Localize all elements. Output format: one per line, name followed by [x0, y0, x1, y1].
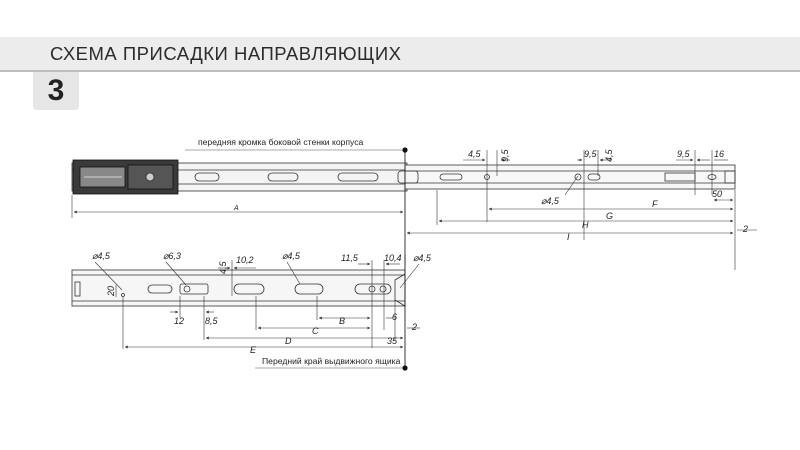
bottom-dim-E: E	[250, 345, 257, 355]
top-dim-9-5: 9,5	[584, 149, 597, 159]
bottom-dim-10-4: 10,4	[384, 253, 402, 263]
bottom-dim-2: 2	[412, 322, 418, 332]
bottom-dim-dia-4-5-right: ⌀4,5	[413, 253, 431, 263]
top-dim-F: F	[652, 199, 658, 209]
bottom-dim-D: D	[285, 336, 292, 346]
bottom-dim-dia-4-5-left: ⌀4,5	[92, 251, 110, 261]
bottom-dim-35: 35	[387, 336, 398, 346]
top-dim-9-5-vertical: 9,5	[500, 149, 510, 162]
top-dim-H: H	[582, 220, 589, 230]
bottom-dim-20: 20	[106, 285, 116, 296]
drawer-front-edge-marker	[402, 365, 407, 370]
top-dim-I: I	[567, 232, 570, 242]
bottom-dim-12: 12	[174, 316, 185, 326]
bottom-dim-C: C	[312, 326, 319, 336]
page-title: СХЕМА ПРИСАДКИ НАПРАВЛЯЮЩИХ	[50, 43, 402, 64]
bottom-rail-drawing	[72, 270, 405, 306]
bottom-dim-4-5-vertical: 4,5	[218, 261, 228, 274]
bottom-dim-8-5: 8,5	[205, 316, 218, 326]
cabinet-front-edge-note: передняя кромка боковой стенки корпуса	[198, 137, 364, 147]
top-dim-4-5: 4,5	[468, 149, 481, 159]
dim-A-label: A	[234, 205, 239, 212]
top-dim-hole-dia: ⌀4,5	[541, 196, 559, 206]
bottom-dim-B: B	[339, 316, 346, 326]
top-dim-2: 2	[743, 224, 749, 234]
top-dim-9-5-right: 9,5	[677, 149, 690, 159]
top-dim-50: 50	[712, 189, 723, 199]
top-dim-4-5-vertical: 4,5	[604, 149, 614, 162]
bottom-dim-dia-6-3: ⌀6,3	[163, 251, 181, 261]
cabinet-front-edge-marker	[402, 147, 407, 152]
bottom-dim-6: 6	[392, 312, 398, 322]
drawer-front-edge-note: Передний край выдвижного ящика	[262, 356, 401, 366]
top-dim-G: G	[606, 211, 614, 221]
bottom-dim-10-2: 10,2	[236, 255, 254, 265]
bottom-dim-dia-4-5-mid: ⌀4,5	[282, 251, 300, 261]
top-rail-drawing	[72, 160, 735, 194]
bottom-dim-11-5: 11,5	[341, 253, 358, 263]
step-number: 3	[47, 74, 65, 107]
top-dim-16: 16	[714, 149, 725, 159]
